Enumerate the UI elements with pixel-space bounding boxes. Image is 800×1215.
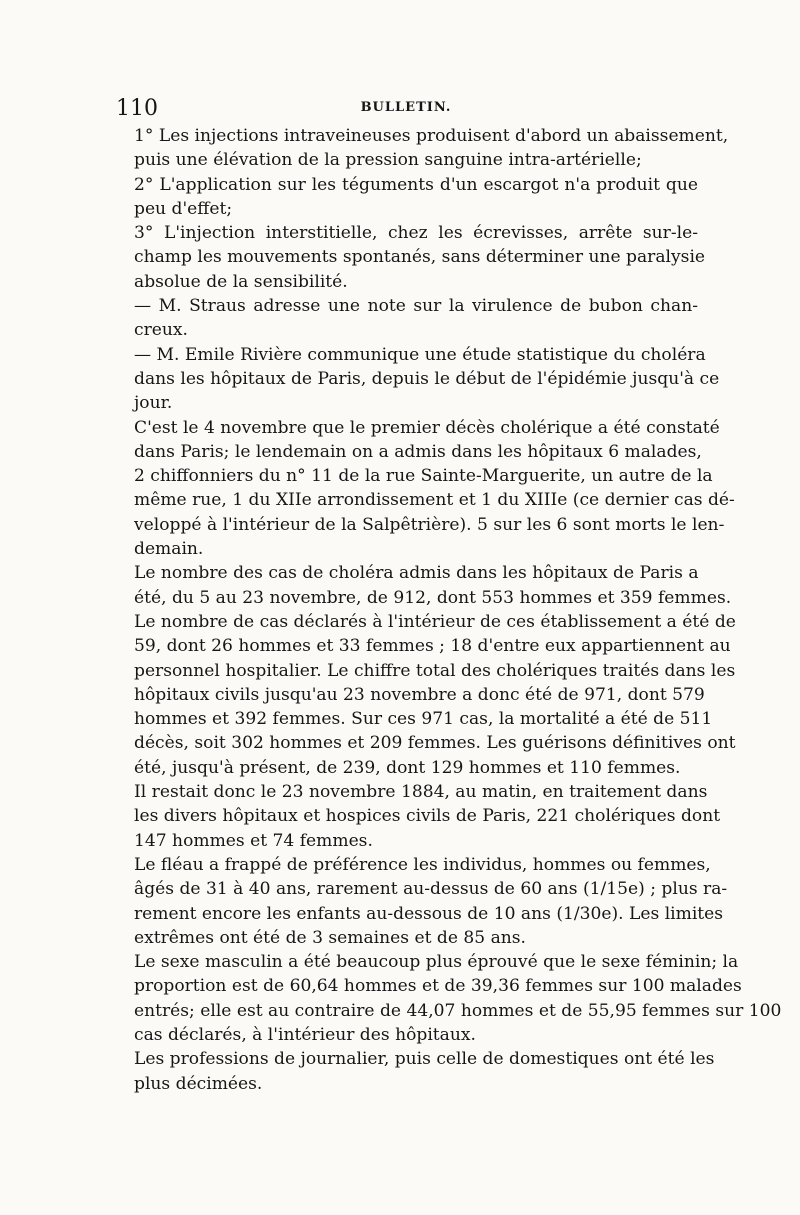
text-line: Le nombre de cas déclarés à l'intérieur de ces établissement a été de [134,611,736,632]
text-line: 2 chiffonniers du n° 11 de la rue Sainte-Marguerite, un autre de la [134,466,713,487]
text-line: cas déclarés, à l'intérieur des hôpitaux. [134,1024,476,1045]
text-line: décès, soit 302 hommes et 209 femmes. Les guérisons définitives ont [134,733,736,754]
text-line: extrêmes ont été de 3 semaines et de 85 ans. [134,927,526,948]
text-line: même rue, 1 du XIIe arrondissement et 1 du XIIIe (ce dernier cas dé- [134,490,735,511]
text-line: Il restait donc le 23 novembre 1884, au matin, en traitement dans [134,782,708,803]
text-line: hommes et 392 femmes. Sur ces 971 cas, la mortalité a été de 511 [134,709,713,730]
paragraph [116,173,698,222]
text-line: été, du 5 au 23 novembre, de 912, dont 553 hommes et 359 femmes. [134,587,732,608]
text-line: 59, dont 26 hommes et 33 femmes ; 18 d'entre eux appartiennent au [134,636,731,657]
text-line: 147 hommes et 74 femmes. [134,830,373,851]
paragraph [116,294,698,343]
text-line: demain. [134,539,204,560]
text-line: dans Paris; le lendemain on a admis dans les hôpitaux 6 malades, [134,441,702,462]
paragraph [116,561,736,780]
text-line: — M. Emile Rivière communique une étude statistique du choléra [134,344,706,365]
text-line: Les professions de journalier, puis celle de domestiques ont été les [134,1049,715,1070]
text-line: plus décimées. [134,1073,263,1094]
text-line: dans les hôpitaux de Paris, depuis le début de l'épidémie jusqu'à ce [134,368,720,389]
text-line: Le sexe masculin a été beaucoup plus éprouvé que le sexe féminin; la [134,952,739,973]
text-line: personnel hospitalier. Le chiffre total des cholériques traités dans les [134,660,736,681]
paragraph [116,343,720,416]
paragraph [116,853,728,950]
text-line: 2° L'application sur les téguments d'un escargot n'a produit que [134,174,698,195]
text-line: Le fléau a frappé de préférence les individus, hommes ou femmes, [134,854,711,875]
text-line: C'est le 4 novembre que le premier décès cholérique a été constaté [134,417,720,438]
text-line: Le nombre des cas de choléra admis dans les hôpitaux de Paris a [134,563,699,584]
text-line: veloppé à l'intérieur de la Salpêtrière). 5 sur les 6 sont morts le len- [134,514,725,535]
running-title: BULLETIN. [360,100,452,115]
text-line: âgés de 31 à 40 ans, rarement au-dessus de 60 ans (1/15e) ; plus ra- [134,879,728,900]
page-header [116,96,696,126]
body-text [116,124,782,1096]
page-number: 110 [116,96,158,121]
text-line: jour. [134,393,173,414]
text-line: peu d'effet; [134,198,233,219]
text-line: 1° Les injections intraveineuses produisent d'abord un abaissement, [134,126,729,146]
text-line: creux. [134,320,188,341]
paragraph [116,124,729,173]
paragraph [116,950,782,1047]
paragraph [116,416,735,562]
text-line: été, jusqu'à présent, de 239, dont 129 hommes et 110 femmes. [134,757,681,778]
paragraph [116,1047,715,1096]
text-line: — M. Straus adresse une note sur la virulence de bubon chan- [134,296,698,317]
text-line: champ les mouvements spontanés, sans déterminer une paralysie [134,247,706,268]
text-line: entrés; elle est au contraire de 44,07 hommes et de 55,95 femmes sur 100 [134,1000,782,1021]
paragraph [116,780,721,853]
text-line: rement encore les enfants au-dessous de 10 ans (1/30e). Les limites [134,903,724,924]
text-line: proportion est de 60,64 hommes et de 39,36 femmes sur 100 malades [134,976,742,997]
text-line: 3° L'injection interstitielle, chez les écrevisses, arrête sur-le- [134,223,698,244]
text-line: les divers hôpitaux et hospices civils de Paris, 221 cholériques dont [134,806,721,827]
text-line: absolue de la sensibilité. [134,271,348,292]
paragraph [116,221,706,294]
text-line: puis une élévation de la pression sanguine intra-artérielle; [134,150,642,171]
text-line: hôpitaux civils jusqu'au 23 novembre a donc été de 971, dont 579 [134,684,705,705]
